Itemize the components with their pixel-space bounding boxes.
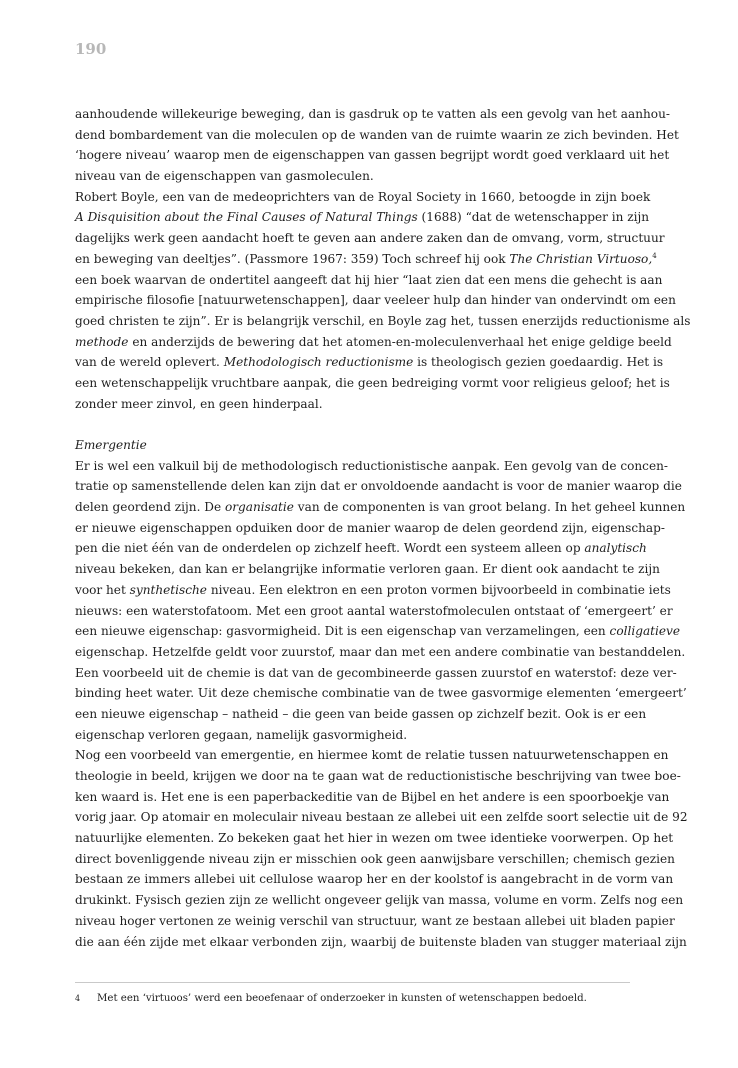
text-run: Robert Boyle, een van de medeoprichters van de Royal Society in 1660, betoogde in zijn boek — [75, 189, 651, 204]
text-line — [75, 166, 630, 187]
text-line — [75, 683, 687, 704]
text-run: van de wereld oplevert. — [75, 355, 224, 370]
text-run: empirische filosofie [natuurwetenschappen], daar veeleer hulp dan hinder van ondervindt om een — [75, 293, 676, 308]
italic-run: Emergentie — [75, 438, 147, 452]
paragraph — [75, 435, 630, 456]
text-line — [75, 559, 660, 580]
text-line — [75, 435, 630, 456]
text-run: voor het — [75, 582, 130, 597]
text-run: Een voorbeeld uit de chemie is dat van de gecombineerde gassen zuurstof en waterstof: deze ver- — [75, 665, 677, 680]
text-run: een wetenschappelijk vruchtbare aanpak, die geen bedreiging vormt voor religieus geloof; het is — [75, 375, 670, 390]
text-run: bestaan ze immers allebei uit cellulose waarop her en der koolstof is aangebracht in de vorm van — [75, 872, 674, 887]
text-run: ‘hogere niveau’ waarop men de eigenschappen van gassen begrijpt wordt goed verklaard uit het — [75, 148, 670, 163]
text-run: niveau. Een elektron en een proton vormen bijvoorbeeld in combinatie iets — [206, 582, 671, 597]
text-line — [75, 311, 691, 332]
text-line — [75, 828, 674, 849]
text-line — [75, 104, 670, 125]
italic-run: methode — [75, 334, 129, 349]
text-run: van de componenten is van groot belang. In het geheel kunnen — [293, 500, 686, 515]
italic-run: analytisch — [584, 541, 647, 556]
text-line — [75, 601, 673, 622]
text-run: natuurlijke elementen. Zo bekeken gaat het hier in wezen om twee identieke voorwerpen. Op het — [75, 831, 674, 846]
paragraph — [75, 745, 688, 952]
footnote-divider — [75, 982, 630, 983]
text-line — [75, 145, 670, 166]
text-line — [75, 932, 687, 953]
text-line — [75, 228, 665, 249]
text-line — [75, 290, 676, 311]
text-line — [75, 518, 665, 539]
text-run: pen die niet één van de onderdelen op zichzelf heeft. Wordt een systeem alleen op — [75, 541, 585, 556]
text-line — [75, 725, 630, 746]
page-number: 190 — [75, 40, 107, 58]
footnote-reference: 4 — [652, 251, 657, 260]
text-run: binding heet water. Uit deze chemische combinatie van de twee gasvormige elementen ‘emergeert’ — [75, 686, 687, 701]
text-run: direct bovenliggende niveau zijn er misschien ook geen aanwijsbare verschillen; chemisch gezien — [75, 851, 675, 866]
paragraph — [75, 456, 687, 746]
text-run: ken waard is. Het ene is een paperbackeditie van de Bijbel en het andere is een spoorboekje van — [75, 789, 670, 804]
footnote-text: Met een ‘virtuoos’ werd een beoefenaar of onderzoeker in kunsten of wetenschappen bedoeld. — [97, 993, 587, 1004]
paragraph — [75, 104, 679, 187]
text-run: theologie in beeld, krijgen we door na te gaan wat de reductionistische beschrijving van twee boe- — [75, 769, 681, 783]
text-run: er nieuwe eigenschappen opduiken door de manier waarop de delen geordend zijn, eigenschap- — [75, 520, 665, 535]
text-run: vorig jaar. Op atomair en moleculair niveau bestaan ze allebei uit een zelfde soort selectie uit de 92 — [75, 810, 688, 825]
text-line — [75, 270, 663, 291]
text-line — [75, 766, 681, 787]
text-run: nieuws: een waterstofatoom. Met een groot aantal waterstofmoleculen ontstaat of ‘emergeert’ er — [75, 603, 673, 618]
text-run: en beweging van deeltjes”. (Passmore 1967: 359) Toch schreef hij ook — [75, 251, 510, 266]
text-run: delen geordend zijn. De — [75, 500, 225, 515]
italic-run: A Disquisition about the Final Causes of Natural Things — [75, 210, 418, 225]
body-text — [75, 104, 691, 952]
text-run: is theologisch gezien goedaardig. Het is — [413, 355, 664, 370]
text-run: dend bombardement van die moleculen op de wanden van de ruimte waarin ze zich bevinden. Het — [75, 127, 679, 142]
paragraph — [75, 187, 691, 415]
text-run: aanhoudende willekeurige beweging, dan is gasdruk op te vatten als een gevolg van het aanhou- — [75, 107, 670, 121]
text-run: dagelijks werk geen aandacht hoeft te geven aan andere zaken dan de omvang, vorm, structuur — [75, 231, 665, 246]
text-line — [75, 538, 647, 559]
text-line — [75, 207, 650, 228]
text-line — [75, 869, 674, 890]
text-run: Nog een voorbeeld van emergentie, en hiermee komt de relatie tussen natuurwetenschappen en — [75, 748, 669, 763]
italic-run: Methodologisch reductionisme — [223, 355, 414, 370]
text-run: Er is wel een valkuil bij de methodologisch reductionistische aanpak. Een gevolg van de concen- — [75, 458, 668, 473]
text-run: eigenschap. Hetzelfde geldt voor zuurstof, maar dan met een andere combinatie van bestanddelen. — [75, 644, 686, 659]
text-run: (1688) “dat de wetenschapper in zijn — [417, 210, 650, 225]
italic-run: organisatie — [224, 500, 294, 515]
italic-run: synthetische — [129, 582, 207, 597]
footnote-marker: 4 — [75, 994, 81, 1003]
text-line — [75, 704, 647, 725]
text-run: drukinkt. Fysisch gezien zijn ze wellicht ongeveer gelijk van massa, volume en vorm. Zelfs nog een — [75, 893, 684, 908]
text-line — [75, 125, 679, 146]
text-line — [75, 187, 651, 208]
text-run: tratie op samenstellende delen kan zijn dat er onvoldoende aandacht is voor de manier waarop die — [75, 479, 682, 494]
italic-run: The Christian Virtuoso, — [509, 251, 653, 266]
footnote — [75, 992, 630, 1006]
text-run: niveau van de eigenschappen van gasmoleculen. — [75, 169, 374, 184]
text-run: die aan één zijde met elkaar verbonden zijn, waarbij de buitenste bladen van stugger materiaal zijn — [75, 934, 687, 949]
text-run: een nieuwe eigenschap – natheid – die geen van beide gassen op zichzelf bezit. Ook is er een — [75, 706, 647, 721]
text-line — [75, 807, 688, 828]
text-line — [75, 849, 675, 870]
text-line — [75, 352, 664, 373]
text-run: eigenschap verloren gegaan, namelijk gasvormigheid. — [75, 727, 408, 742]
text-run: en anderzijds de bewering dat het atomen-en-moleculenverhaal het enige geldige beeld — [128, 334, 672, 349]
text-run: zonder meer zinvol, en geen hinderpaal. — [75, 396, 323, 411]
text-line — [75, 663, 677, 684]
text-line — [75, 373, 670, 394]
text-line — [75, 249, 657, 270]
text-run: een boek waarvan de ondertitel aangeeft dat hij hier “laat zien dat een mens die gehecht is aan — [75, 272, 663, 287]
text-line — [75, 745, 669, 766]
text-line — [75, 456, 668, 477]
text-line — [75, 497, 686, 518]
italic-run: colligatieve — [609, 624, 681, 639]
text-run: een nieuwe eigenschap: gasvormigheid. Dit is een eigenschap van verzamelingen, een — [75, 624, 610, 639]
paragraph-gap — [75, 414, 630, 435]
text-line — [75, 580, 671, 601]
text-line — [75, 787, 670, 808]
text-line — [75, 394, 630, 415]
text-line — [75, 476, 682, 497]
text-line — [75, 890, 684, 911]
text-run: goed christen te zijn”. Er is belangrijk verschil, en Boyle zag het, tussen enerzijds reductionisme als — [75, 313, 691, 328]
text-line — [75, 332, 672, 353]
text-line — [75, 911, 675, 932]
text-run: niveau bekeken, dan kan er belangrijke informatie verloren gaan. Er dient ook aandacht te zijn — [75, 562, 660, 577]
text-line — [75, 642, 686, 663]
text-run: niveau hoger vertonen ze weinig verschil van structuur, want ze bestaan allebei uit bladen papier — [75, 913, 675, 928]
text-line — [75, 621, 681, 642]
